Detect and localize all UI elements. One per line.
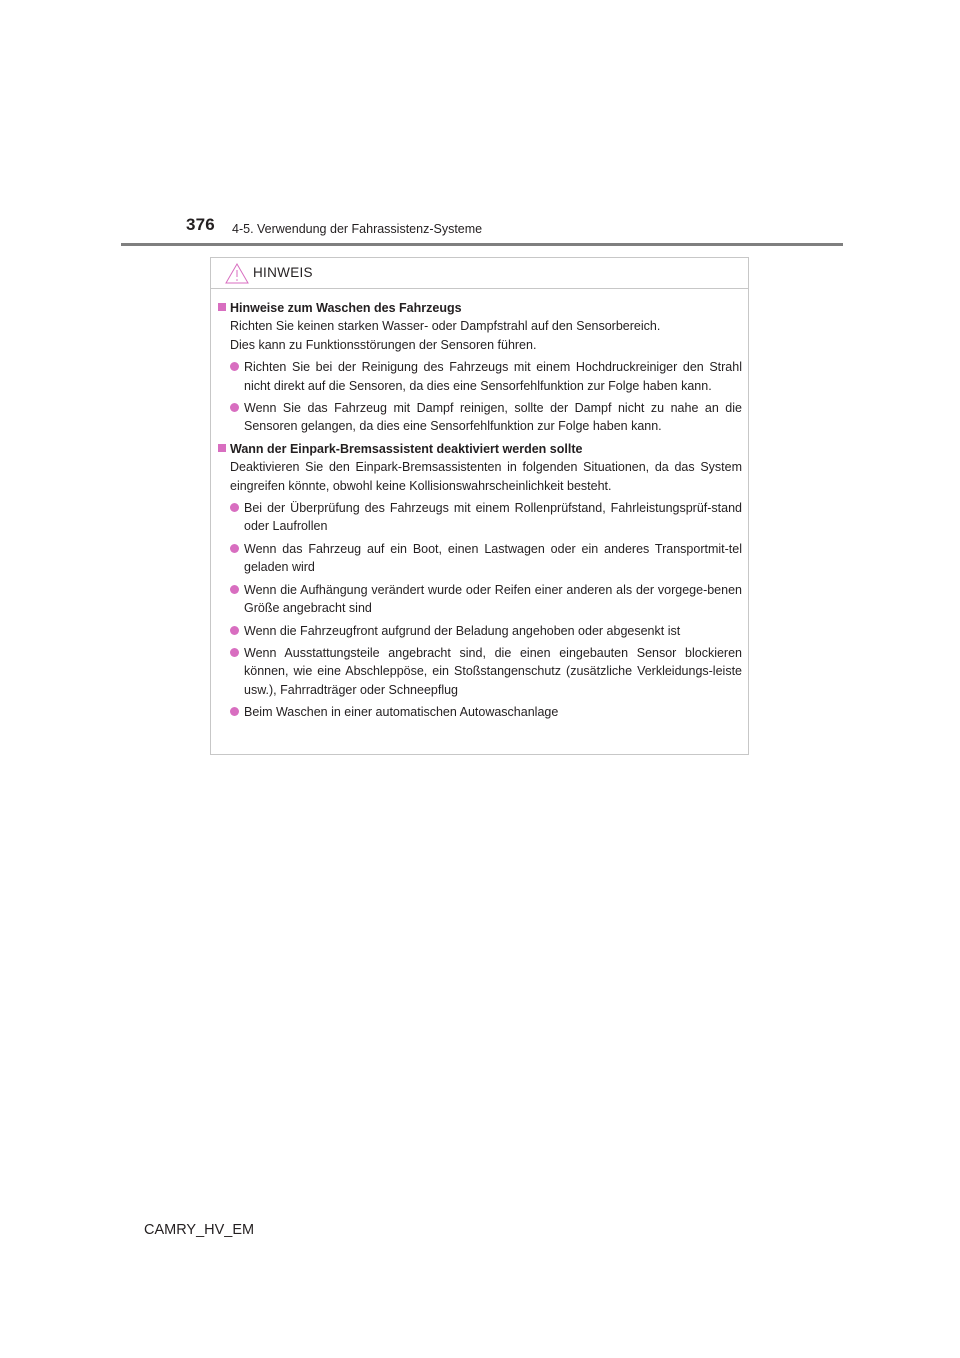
section-heading: Wann der Einpark-Bremsassistent deaktiviert werden sollte [218,440,742,458]
circle-bullet-icon [230,626,239,635]
circle-bullet-icon [230,403,239,412]
list-item: Wenn Sie das Fahrzeug mit Dampf reinigen, sollte der Dampf nicht zu nahe an die Sensoren gelangen, da dies eine Sensorfehlfunktion zur Folge haben kann. [218,399,742,436]
square-bullet-icon [218,303,226,311]
document-code: CAMRY_HV_EM [144,1222,255,1238]
notice-header [211,258,748,289]
circle-bullet-icon [230,585,239,594]
list-item: Wenn Ausstattungsteile angebracht sind, die einen eingebauten Sensor blockieren können, wie eine Abschleppöse, ein Stoßstangenschutz (zusätzliche Verkleidungs-leiste usw.), Fahrradträger oder Schneepflug [218,644,742,699]
list-item: Wenn die Aufhängung verändert wurde oder Reifen einer anderen als der vorgege-benen Größe angebracht sind [218,581,742,618]
notice-body [211,289,748,722]
list-item: Wenn die Fahrzeugfront aufgrund der Beladung angehoben oder abgesenkt ist [218,622,742,640]
list-item: Bei der Überprüfung des Fahrzeugs mit einem Rollenprüfstand, Fahrleistungsprüf-stand oder Laufrollen [218,499,742,536]
list-item: Richten Sie bei der Reinigung des Fahrzeugs mit einem Hochdruckreiniger den Strahl nicht direkt auf die Sensoren, da dies eine Sensorfehlfunktion zur Folge haben kann. [218,358,742,395]
circle-bullet-icon [230,707,239,716]
section-intro: Dies kann zu Funktionsstörungen der Sensoren führen. [230,337,537,352]
section-intro: Richten Sie keinen starken Wasser- oder Dampfstrahl auf den Sensorbereich. [230,319,661,334]
header-divider [121,243,843,246]
square-bullet-icon [218,444,226,452]
section-intro: Deaktivieren Sie den Einpark-Bremsassistenten in folgenden Situationen, da das System eingreifen könnte, obwohl keine Kollisionswahrscheinlichkeit besteht. [230,460,742,493]
circle-bullet-icon [230,544,239,553]
warning-triangle-icon [225,263,249,284]
list-item: Wenn das Fahrzeug auf ein Boot, einen Lastwagen oder ein anderes Transportmit-tel geladen wird [218,540,742,577]
section-heading: Hinweise zum Waschen des Fahrzeugs [218,299,742,317]
notice-title: HINWEIS [253,265,313,280]
circle-bullet-icon [230,362,239,371]
circle-bullet-icon [230,648,239,657]
notice-box [210,257,749,755]
page-number: 376 [186,215,215,234]
circle-bullet-icon [230,503,239,512]
list-item: Beim Waschen in einer automatischen Autowaschanlage [218,703,742,721]
section-title: 4-5. Verwendung der Fahrassistenz-Systeme [232,222,483,236]
